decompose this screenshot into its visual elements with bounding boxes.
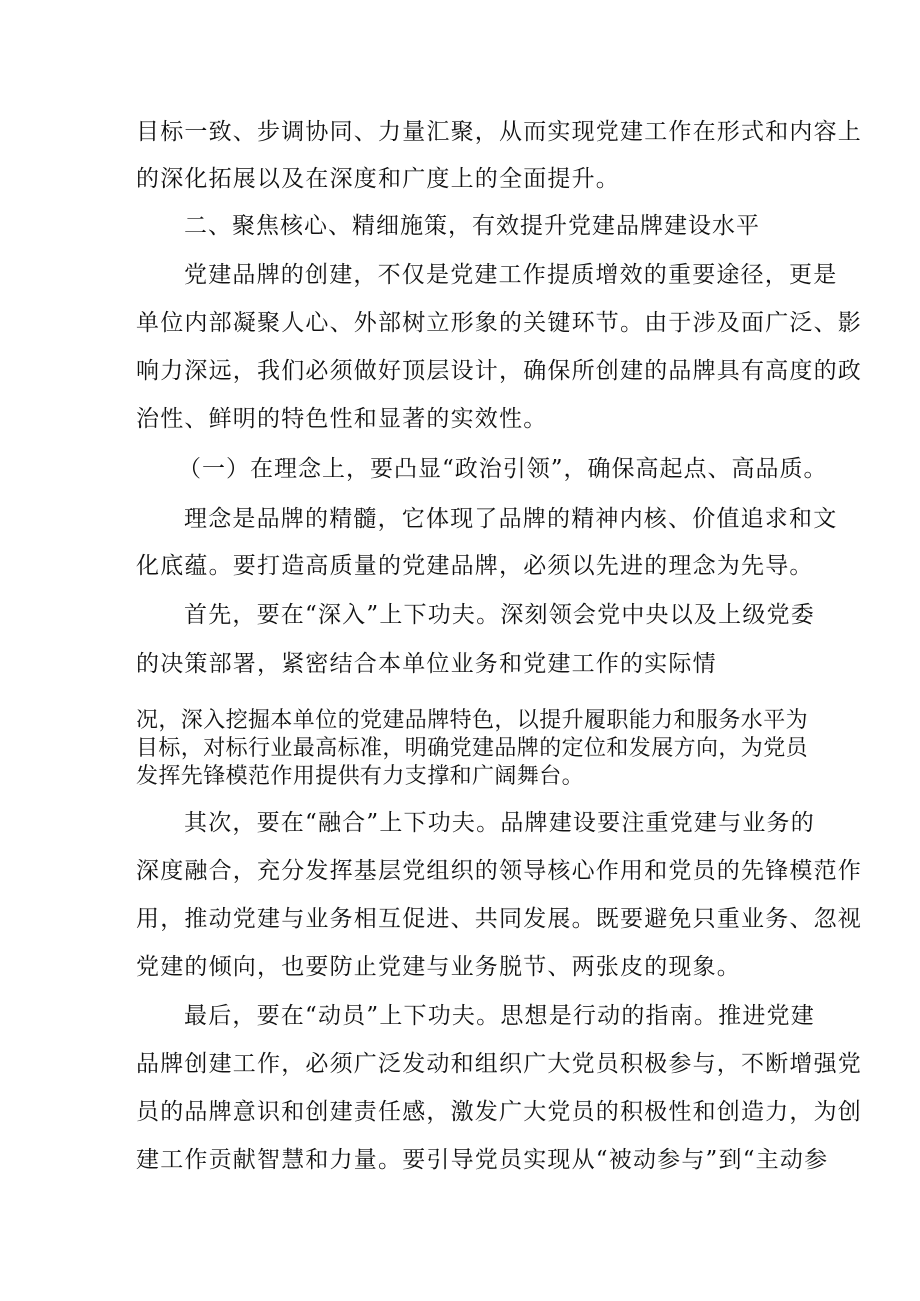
text-line-16: 其次，要在“融合”上下功夫。品牌建设要注重党建与业务的 [184,810,815,836]
text-line-9: 理念是品牌的精髓，它体现了品牌的精神内核、价值追求和文 [184,506,838,532]
text-line-19: 党建的倾向，也要防止党建与业务脱节、两张皮的现象。 [136,954,741,980]
section-heading-2: 二、聚焦核心、精细施策，有效提升党建品牌建设水平 [184,213,760,239]
subsection-heading-1: （一）在理念上，要凸显“政治引领”，确保高起点、高品质。 [178,456,828,482]
text-line-20: 最后，要在“动员”上下功夫。思想是行动的指南。推进党建 [184,1003,815,1029]
text-line-14: 目标，对标行业最高标准，明确党建品牌的定位和发展方向，为党员 [136,736,809,761]
text-line-5: 单位内部凝聚人心、外部树立形象的关键环节。由于涉及面广泛、影 [136,310,862,336]
text-line-17: 深度融合，充分发挥基层党组织的领导核心作用和党员的先锋模范作 [136,858,862,884]
text-line-2: 的深化拓展以及在深度和广度上的全面提升。 [136,166,620,192]
text-line-6: 响力深远，我们必须做好顶层设计，确保所创建的品牌具有高度的政 [136,358,862,384]
text-line-1: 目标一致、步调协同、力量汇聚，从而实现党建工作在形式和内容上 [136,119,862,145]
text-line-11: 首先，要在“深入”上下功夫。深刻领会党中央以及上级党委 [184,602,815,628]
text-line-21: 品牌创建工作，必须广泛发动和组织广大党员积极参与，不断增强党 [136,1051,862,1077]
text-line-22: 员的品牌意识和创建责任感，激发广大党员的积极性和创造力，为创 [136,1099,862,1125]
text-line-15: 发挥先锋模范作用提供有力支撑和广阔舞台。 [136,764,585,789]
text-line-13: 况，深入挖掘本单位的党建品牌特色，以提升履职能力和服务水平为 [136,708,809,733]
text-line-10: 化底蕴。要打造高质量的党建品牌，必须以先进的理念为先导。 [136,553,814,579]
text-line-18: 用，推动党建与业务相互促进、共同发展。既要避免只重业务、忽视 [136,906,862,932]
text-line-23: 建工作贡献智慧和力量。要引导党员实现从“被动参与”到“主动参 [136,1147,829,1173]
text-line-4: 党建品牌的创建，不仅是党建工作提质增效的重要途径，更是 [184,262,838,288]
text-line-12: 的决策部署，紧密结合本单位业务和党建工作的实际情 [136,651,717,677]
text-line-7: 治性、鲜明的特色性和显著的实效性。 [136,406,548,432]
